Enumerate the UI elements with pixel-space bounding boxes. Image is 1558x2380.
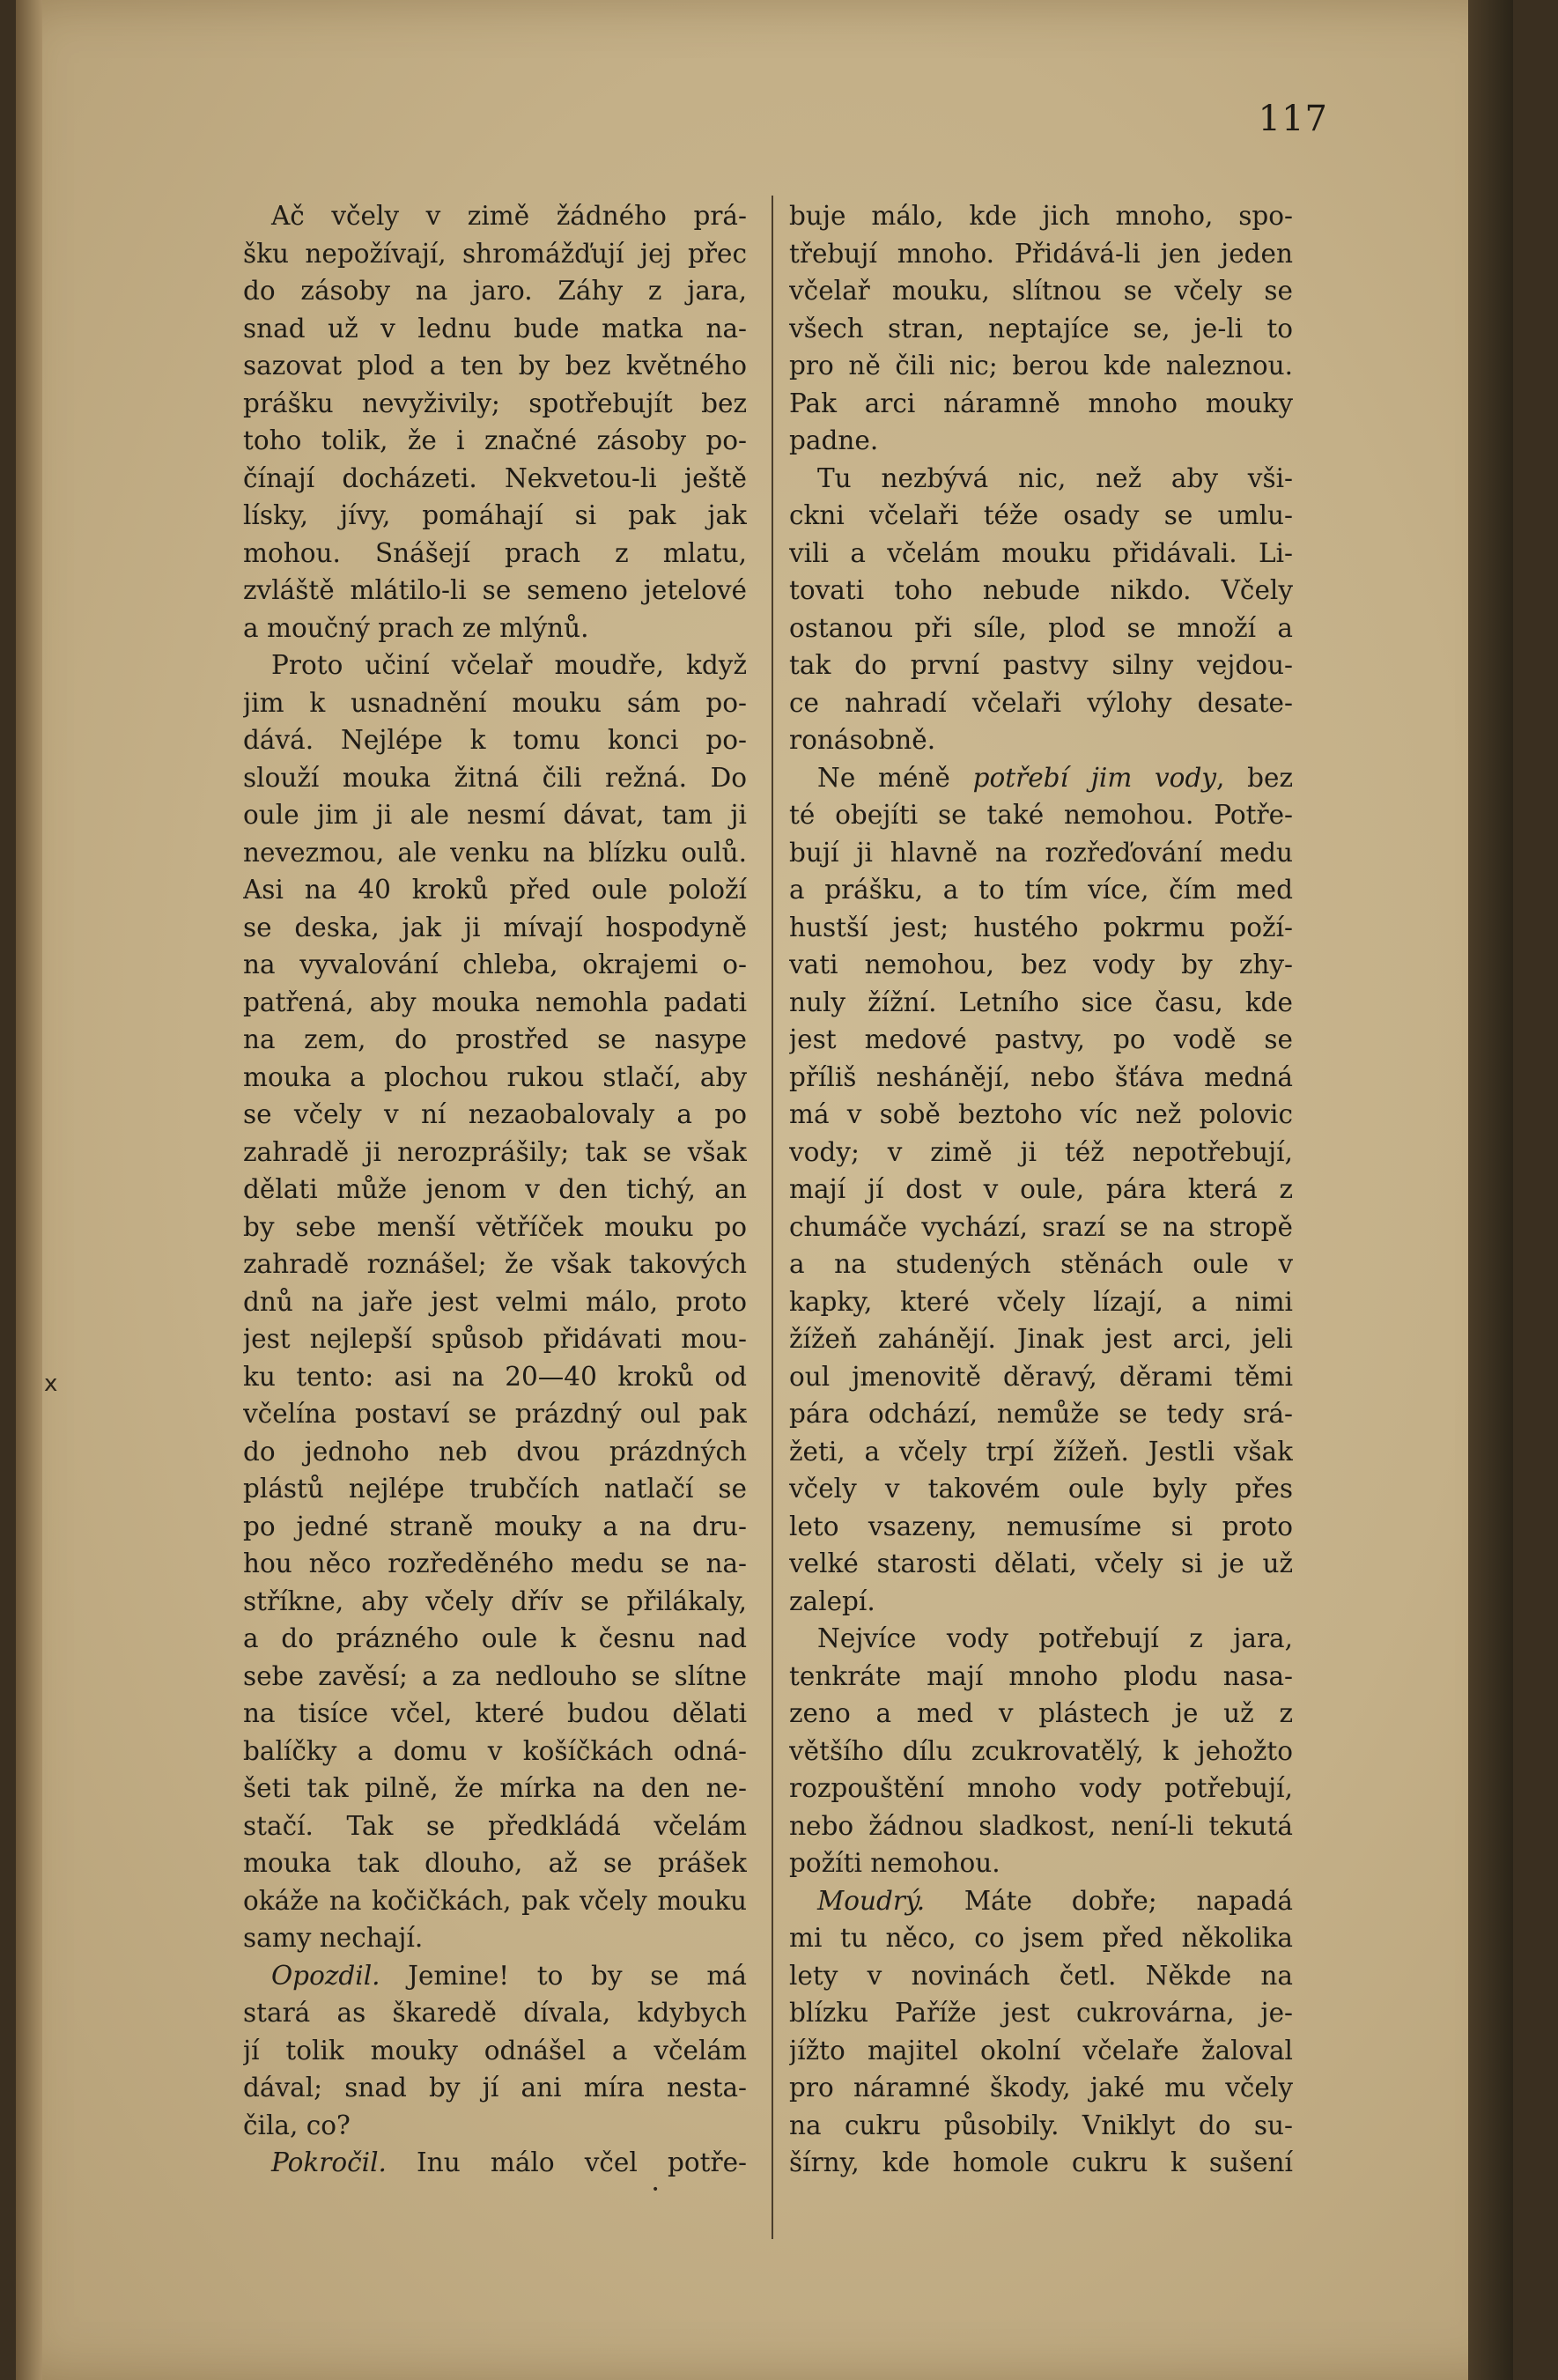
line-text: samy nechají.	[243, 1923, 424, 1953]
line-text: sazovat plod a ten by bez květného	[243, 351, 747, 381]
line-text: Jemine! to by se má	[380, 1960, 747, 1991]
line-text: ostanou při síle, plod se množí a	[789, 612, 1293, 643]
text-line	[243, 1957, 747, 1995]
line-text: ce nahradí včelaři výlohy desate-	[789, 687, 1293, 718]
text-line	[243, 1919, 747, 1957]
line-text: stará as škaredě dívala, kdybych	[243, 1998, 747, 2028]
text-line	[789, 1957, 1293, 1995]
line-text: nuly žížní. Letního sice času, kde	[789, 987, 1293, 1017]
text-line	[789, 684, 1293, 722]
margin-mark: x	[44, 1371, 58, 1397]
line-text: včelína postaví se prázdný oul pak	[243, 1399, 747, 1429]
text-line	[243, 197, 747, 235]
line-text: tenkráte mají mnoho plodu nasa-	[789, 1660, 1293, 1691]
line-text: vati nemohou, bez vody by zhy-	[789, 950, 1293, 979]
text-line	[243, 1283, 747, 1321]
line-text: a na studených stěnách oule v	[789, 1249, 1293, 1279]
line-text: mohou. Snášejí prach z mlatu,	[243, 537, 747, 568]
line-text: hou něco rozředěného medu se na-	[243, 1548, 747, 1578]
line-text: jim k usnadnění mouku sám po-	[243, 687, 747, 718]
line-text: by sebe menší větříček mouku po	[243, 1211, 747, 1242]
text-line	[243, 1695, 747, 1733]
line-text: pára odchází, nemůže se tedy srá-	[789, 1399, 1293, 1429]
line-text: dává. Nejlépe k tomu konci po-	[243, 725, 747, 755]
text-line	[243, 2032, 747, 2070]
line-text: na tisíce včel, které budou dělati	[243, 1698, 747, 1728]
text-line	[789, 197, 1293, 235]
text-line	[789, 2144, 1293, 2182]
text-line	[243, 1733, 747, 1770]
line-text: do jednoho neb dvou prázdných	[243, 1436, 747, 1467]
text-line	[789, 1021, 1293, 1059]
line-text: žížeň zahánějí. Jinak jest arci, jeli	[789, 1324, 1293, 1354]
line-text: oule jim ji ale nesmí dávat, tam ji	[243, 800, 747, 830]
text-line	[243, 1320, 747, 1358]
line-text: Asi na 40 kroků před oule položí	[243, 875, 747, 905]
text-line	[789, 1096, 1293, 1134]
text-line	[789, 572, 1293, 610]
line-text: třebují mnoho. Přidává-li jen jeden	[789, 238, 1293, 269]
line-text: jest medové pastvy, po vodě se	[789, 1024, 1293, 1054]
text-line	[243, 422, 747, 460]
line-text: a moučný prach ze mlýnů.	[243, 612, 589, 643]
text-line	[789, 460, 1293, 498]
text-line	[789, 272, 1293, 310]
line-text: hustší jest; hustého pokrmu poží-	[789, 912, 1293, 942]
line-text: Tu nezbývá nic, než aby vši-	[817, 462, 1293, 493]
line-text: padne.	[789, 425, 879, 455]
line-text: velké starosti dělati, včely si je už	[789, 1548, 1293, 1578]
line-text: se deska, jak ji mívají hospodyně	[243, 912, 747, 942]
line-text: většího dílu zcukrovatělý, k jehožto	[789, 1735, 1293, 1766]
text-line	[789, 1320, 1293, 1358]
text-line	[789, 871, 1293, 909]
text-line	[243, 1358, 747, 1396]
text-line	[789, 1134, 1293, 1172]
text-line	[243, 2107, 747, 2145]
page-number: 117	[1258, 99, 1328, 139]
text-line	[243, 1545, 747, 1583]
line-text: pro ně čili nic; berou kde naleznou.	[789, 351, 1293, 381]
line-text: na cukru působily. Vniklyt do su-	[789, 2110, 1293, 2140]
column-divider	[772, 196, 773, 2239]
text-line	[243, 909, 747, 947]
text-line	[243, 647, 747, 684]
line-text: čínají docházeti. Nekvetou-li ještě	[243, 462, 747, 493]
text-line	[789, 422, 1293, 460]
text-line	[789, 1844, 1293, 1882]
line-text: šírny, kde homole cukru k sušení	[789, 2147, 1293, 2177]
line-text: se včely v ní nezaobalovaly a po	[243, 1099, 747, 1129]
text-line	[789, 1658, 1293, 1696]
text-line	[789, 1733, 1293, 1770]
line-text: slouží mouka žitná čili režná. Do	[243, 762, 747, 793]
line-text: Máte dobře; napadá	[925, 1885, 1293, 1916]
text-line	[243, 1620, 747, 1658]
line-text: stříkne, aby včely dřív se přilákaly,	[243, 1585, 747, 1616]
line-text: čila, co?	[243, 2110, 351, 2140]
line-text: a prášku, a to tím více, čím med	[789, 875, 1293, 905]
line-text: jížto majitel okolní včelaře žaloval	[789, 2035, 1293, 2066]
text-line	[243, 1807, 747, 1845]
line-text: dělati může jenom v den tichý, an	[243, 1174, 747, 1204]
line-text: Inu málo včel potře-	[386, 2147, 747, 2177]
text-line	[243, 1508, 747, 1546]
text-line	[243, 1844, 747, 1882]
line-text: mouka tak dlouho, až se prášek	[243, 1848, 747, 1878]
text-line	[789, 1433, 1293, 1471]
text-line	[789, 2107, 1293, 2145]
left-column	[243, 197, 747, 2182]
page-binding-shadow	[16, 0, 42, 2380]
text-line	[789, 1171, 1293, 1208]
text-line	[789, 310, 1293, 348]
line-text: mi tu něco, co jsem před několika	[789, 1923, 1293, 1953]
right-column	[789, 197, 1293, 2182]
line-text: patřená, aby mouka nemohla padati	[243, 987, 747, 1017]
text-line	[789, 1695, 1293, 1733]
page-edge	[1468, 0, 1513, 2380]
text-line	[243, 1994, 747, 2032]
line-text: buje málo, kde jich mnoho, spo-	[789, 201, 1293, 231]
line-text: má v sobě beztoho víc než polovic	[789, 1099, 1293, 1129]
text-line	[789, 1470, 1293, 1508]
line-text: Ne méně	[817, 762, 973, 793]
line-text: dnů na jaře jest velmi málo, proto	[243, 1286, 747, 1317]
line-text: na vyvalování chleba, okrajemi o-	[243, 950, 747, 979]
text-line	[789, 984, 1293, 1022]
line-text: a do prázného oule k česnu nad	[243, 1623, 747, 1653]
text-line	[789, 497, 1293, 535]
text-line	[789, 1919, 1293, 1957]
text-line	[243, 1021, 747, 1059]
text-line	[789, 1059, 1293, 1097]
text-line	[789, 610, 1293, 647]
text-line	[789, 1508, 1293, 1546]
line-text: šku nepožívají, shromážďují jej přec	[243, 238, 747, 269]
line-text: blízku Paříže jest cukrovárna, je-	[789, 1998, 1293, 2028]
text-line	[243, 1470, 747, 1508]
line-text: ronásobně.	[789, 725, 936, 755]
line-text: té obejíti se také nemohou. Potře-	[789, 800, 1293, 830]
text-line	[789, 385, 1293, 423]
text-line	[243, 1882, 747, 1920]
text-line	[243, 460, 747, 498]
text-line	[789, 721, 1293, 759]
speaker-name: Opozdil.	[271, 1960, 380, 1991]
line-text: na zem, do prostřed se nasype	[243, 1024, 747, 1054]
line-text: včely v takovém oule byly přes	[789, 1474, 1293, 1504]
line-text: lety v novinách četl. Někde na	[789, 1960, 1293, 1991]
line-text: vody; v zimě ji též nepotřebují,	[789, 1136, 1293, 1167]
text-line	[789, 535, 1293, 573]
text-line	[243, 721, 747, 759]
text-line	[789, 796, 1293, 834]
text-line	[243, 871, 747, 909]
line-text: jest nejlepší spůsob přidávati mou-	[243, 1324, 747, 1354]
line-text: ckni včelaři téže osady se umlu-	[789, 500, 1293, 530]
line-text: stačí. Tak se předkládá včelám	[243, 1810, 747, 1841]
text-line	[243, 1134, 747, 1172]
text-line	[789, 759, 1293, 797]
line-text: příliš neshánějí, nebo šťáva medná	[789, 1061, 1293, 1092]
text-line	[789, 1620, 1293, 1658]
speaker-name: Pokročil.	[271, 2147, 387, 2177]
text-line	[243, 1770, 747, 1807]
line-text: nebo žádnou sladkost, není-li tekutá	[789, 1810, 1293, 1841]
text-line	[243, 1096, 747, 1134]
line-text: jí tolik mouky odnášel a včelám	[243, 2035, 747, 2066]
text-line	[789, 1770, 1293, 1807]
text-line	[243, 535, 747, 573]
text-line	[789, 2069, 1293, 2107]
line-text: leto vsazeny, nemusíme si proto	[789, 1511, 1293, 1541]
line-text: zeno a med v plástech je už z	[789, 1698, 1293, 1728]
text-line	[243, 2144, 747, 2182]
text-line	[789, 1583, 1293, 1621]
text-line	[243, 684, 747, 722]
line-text: ku tento: asi na 20—40 kroků od	[243, 1361, 747, 1392]
text-line	[243, 497, 747, 535]
text-line	[789, 1882, 1293, 1920]
line-text: po jedné straně mouky a na dru-	[243, 1511, 747, 1541]
line-text: sebe zavěsí; a za nedlouho se slítne	[243, 1660, 747, 1691]
line-text: tak do první pastvy silny vejdou-	[789, 650, 1293, 680]
text-line	[243, 1171, 747, 1208]
text-line	[243, 347, 747, 385]
line-text: do zásoby na jaro. Záhy z jara,	[243, 276, 747, 306]
line-text: šeti tak pilně, že mírka na den ne-	[243, 1773, 747, 1803]
text-line	[243, 572, 747, 610]
text-line	[789, 834, 1293, 872]
line-text: zahradě roznášel; že však takových	[243, 1249, 747, 1279]
text-line	[243, 1433, 747, 1471]
text-line	[243, 1395, 747, 1433]
text-line	[243, 385, 747, 423]
stray-dot: •	[652, 2183, 660, 2197]
line-text: požíti nemohou.	[789, 1848, 1001, 1878]
text-line	[789, 1994, 1293, 2032]
line-text: lísky, jívy, pomáhají si pak jak	[243, 500, 747, 530]
line-text: rozpouštění mnoho vody potřebují,	[789, 1773, 1293, 1803]
line-text: Proto učiní včelař moudře, když	[271, 650, 747, 680]
line-text: žeti, a včely trpí žížeň. Jestli však	[789, 1436, 1293, 1467]
line-text: Nejvíce vody potřebují z jara,	[817, 1623, 1293, 1653]
line-text: balíčky a domu v košíčkách odná-	[243, 1735, 747, 1766]
text-line	[789, 1208, 1293, 1246]
text-line	[243, 1059, 747, 1097]
line-text: toho tolik, že i značné zásoby po-	[243, 425, 747, 455]
text-line	[243, 796, 747, 834]
line-text: plástů nejlépe trubčích natlačí se	[243, 1474, 747, 1504]
text-line	[243, 1208, 747, 1246]
text-line	[789, 347, 1293, 385]
line-text: vili a včelám mouku přidávali. Li-	[789, 537, 1293, 568]
line-text: okáže na kočičkách, pak včely mouku	[243, 1885, 747, 1916]
text-line	[789, 946, 1293, 984]
text-line	[243, 272, 747, 310]
text-line	[243, 984, 747, 1022]
text-line	[243, 946, 747, 984]
line-text: mouka a plochou rukou stlačí, aby	[243, 1061, 747, 1092]
text-line	[243, 1583, 747, 1621]
text-line	[243, 834, 747, 872]
line-text: prášku nevyživily; spotřebujít bez	[243, 388, 747, 418]
line-text: oul jmenovitě děravý, děrami těmi	[789, 1361, 1293, 1392]
line-text: , bez	[1216, 762, 1293, 793]
line-text: kapky, které včely lízají, a nimi	[789, 1286, 1293, 1317]
text-line	[243, 1245, 747, 1283]
text-line	[243, 759, 747, 797]
text-line	[243, 610, 747, 647]
text-line	[243, 2069, 747, 2107]
text-line	[789, 1545, 1293, 1583]
line-text: včelař mouku, slítnou se včely se	[789, 276, 1293, 306]
line-text: mají jí dost v oule, pára která z	[789, 1174, 1293, 1204]
line-text: Pak arci náramně mnoho mouky	[789, 388, 1293, 418]
line-text: všech stran, neptajíce se, je-li to	[789, 313, 1293, 344]
line-text: nevezmou, ale venku na blízku oulů.	[243, 837, 747, 868]
line-text: zahradě ji nerozprášily; tak se však	[243, 1136, 747, 1167]
line-text: zvláště mlátilo-li se semeno jetelové	[243, 575, 747, 605]
text-line	[243, 235, 747, 273]
text-line	[789, 647, 1293, 684]
line-text: Ač včely v zimě žádného prá-	[271, 201, 747, 231]
text-line	[789, 1807, 1293, 1845]
line-text: pro náramné škody, jaké mu včely	[789, 2073, 1293, 2103]
line-text: zalepí.	[789, 1585, 875, 1616]
line-text: snad už v lednu bude matka na-	[243, 313, 747, 344]
text-line	[789, 235, 1293, 273]
text-line	[789, 1395, 1293, 1433]
speaker-name: Moudrý.	[817, 1885, 926, 1916]
line-text: chumáče vychází, srazí se na stropě	[789, 1211, 1293, 1242]
text-line	[789, 909, 1293, 947]
text-line	[789, 1245, 1293, 1283]
line-text: tovati toho nebude nikdo. Včely	[789, 575, 1293, 605]
text-line	[789, 1358, 1293, 1396]
line-text: dával; snad by jí ani míra nesta-	[243, 2073, 747, 2103]
emphasized-text: potřebí jim vody	[972, 762, 1216, 793]
book-page	[16, 0, 1513, 2380]
text-line	[789, 1283, 1293, 1321]
text-line	[243, 310, 747, 348]
text-line	[789, 2032, 1293, 2070]
line-text: bují ji hlavně na rozřeďování medu	[789, 837, 1293, 868]
text-line	[243, 1658, 747, 1696]
